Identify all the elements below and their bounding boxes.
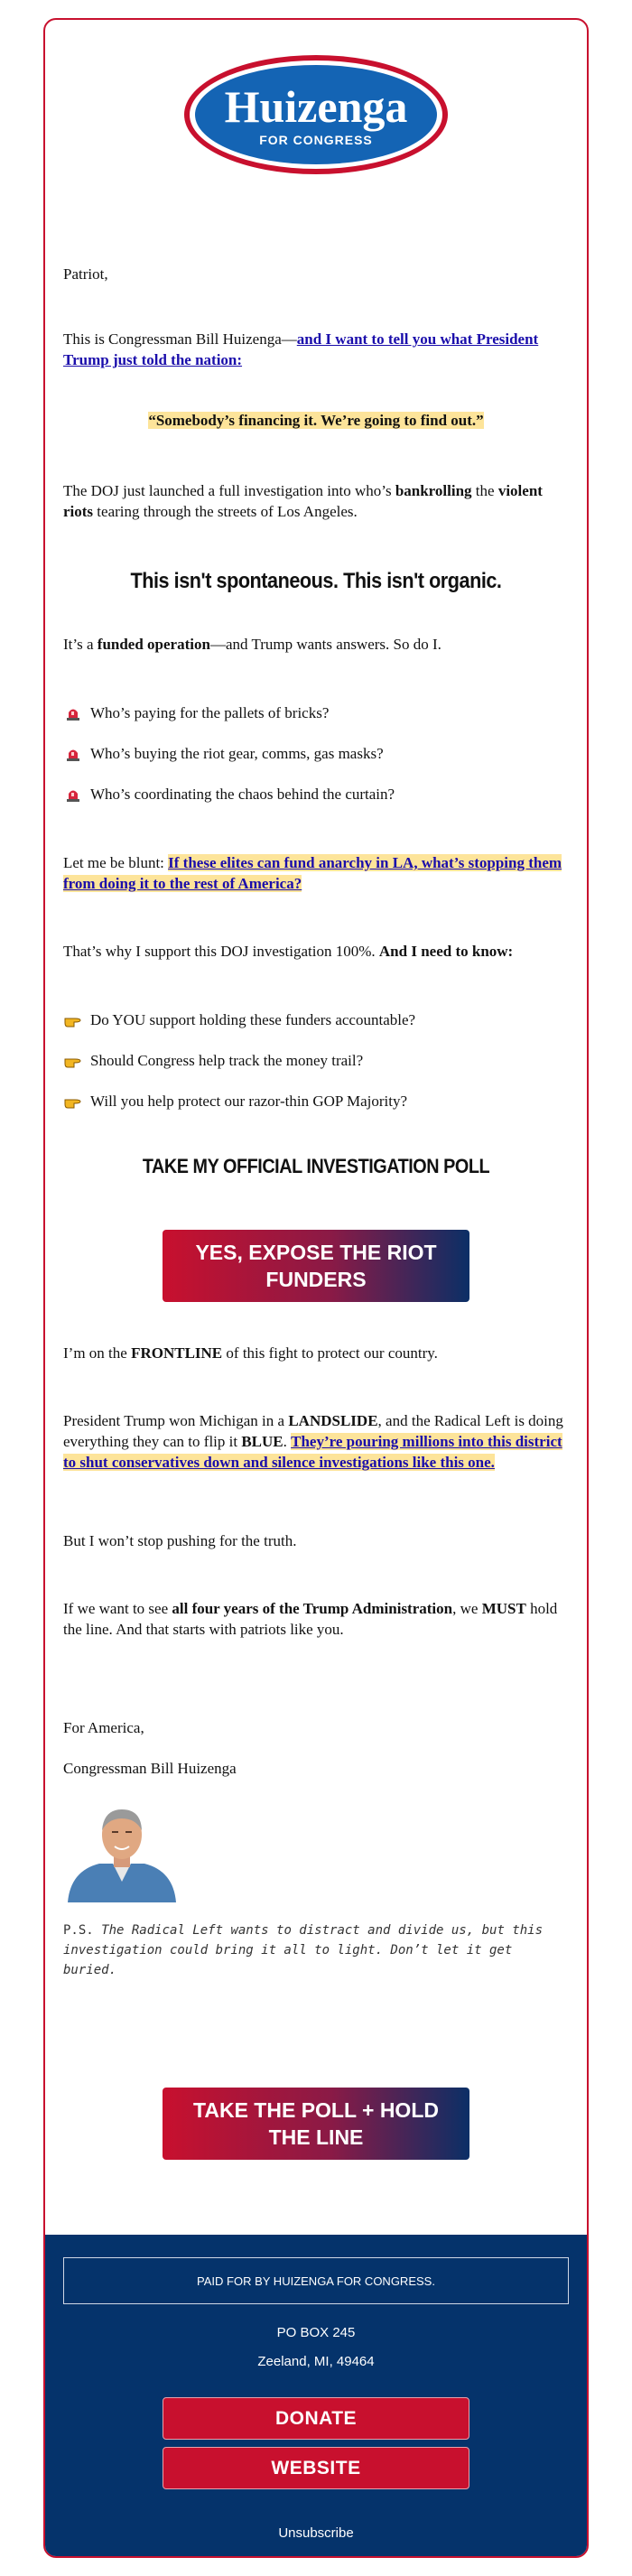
blunt-paragraph <box>63 852 569 894</box>
pointing-hand-icon <box>63 1053 83 1069</box>
intro-text: This is Congressman Bill Huizenga— <box>63 330 297 348</box>
siren-bullet <box>63 743 569 764</box>
funded-text-a: It’s a <box>63 636 98 653</box>
michigan-bold-landslide: LANDSLIDE <box>288 1412 378 1429</box>
michigan-paragraph <box>63 1410 569 1473</box>
doj-text-a: The DOJ just launched a full investigation into who’s <box>63 482 395 499</box>
siren-icon <box>63 705 83 721</box>
siren-icon <box>63 746 83 762</box>
doj-paragraph <box>63 480 569 522</box>
point-bullet <box>63 1050 569 1071</box>
blunt-link[interactable]: If these elites can fund anarchy in LA, what’s stopping them from doing it to the rest of America? <box>63 854 562 892</box>
po-box: PO BOX 245 <box>276 2325 356 2340</box>
doj-text-c: the <box>471 482 498 499</box>
blunt-text: Let me be blunt: <box>63 854 169 871</box>
logo-name: Huizenga <box>224 81 408 132</box>
siren-bullet-text: Who’s coordinating the chaos behind the curtain? <box>90 786 395 803</box>
logo-tagline: FOR CONGRESS <box>259 133 373 147</box>
doj-bold-bankrolling: bankrolling <box>395 482 472 499</box>
ps-note <box>63 1920 569 1980</box>
four-text-e: hold the line. And that starts with patriots like you. <box>63 1600 558 1638</box>
logo[interactable] <box>45 20 587 209</box>
michigan-text-e: . <box>283 1433 292 1450</box>
email-container <box>43 18 589 2558</box>
frontline-bold: FRONTLINE <box>131 1344 223 1362</box>
footer <box>45 2235 587 2558</box>
siren-bullet-text: Who’s paying for the pallets of bricks? <box>90 704 330 721</box>
support-bold: And I need to know: <box>378 943 514 960</box>
city-address: Zeeland, MI, 49464 <box>257 2354 375 2369</box>
signature: Congressman Bill Huizenga <box>63 1760 237 1777</box>
siren-icon <box>63 786 83 803</box>
four-text-a: If we want to see <box>63 1600 172 1617</box>
ps-label: P.S. <box>63 1923 102 1938</box>
funded-bold: funded operation <box>97 636 210 653</box>
intro-link[interactable]: and I want to tell you what President Trump just told the nation: <box>63 330 539 368</box>
take-poll-button[interactable]: TAKE THE POLL + HOLD THE LINE <box>163 2088 469 2160</box>
point-bullet-text: Will you help protect our razor-thin GOP Majority? <box>90 1093 408 1110</box>
donate-button[interactable]: DONATE <box>163 2397 469 2440</box>
point-bullet <box>63 1091 569 1111</box>
greeting: Patriot, <box>63 265 108 283</box>
ps-text: The Radical Left wants to distract and divide us, but this investigation could bring it all to light. Don’t let it get buried. <box>63 1923 544 1977</box>
frontline-paragraph <box>63 1343 569 1363</box>
pointing-hand-icon <box>63 1093 83 1110</box>
point-bullet-text: Should Congress help track the money trail? <box>90 1052 364 1069</box>
siren-bullet <box>63 784 569 804</box>
website-button[interactable]: WEBSITE <box>163 2447 469 2489</box>
huizenga-logo <box>181 51 451 178</box>
michigan-text-a: President Trump won Michigan in a <box>63 1412 289 1429</box>
siren-bullet <box>63 702 569 723</box>
michigan-text-c: , and the Radical Left is doing everything they can to flip it <box>63 1412 563 1450</box>
michigan-link[interactable]: They’re pouring millions into this district to shut conservatives down and silence investigations like this one. <box>63 1433 562 1471</box>
frontline-text-c: of this fight to protect our country. <box>222 1344 438 1362</box>
signoff: For America, <box>63 1719 144 1736</box>
pointing-hand-icon <box>63 1012 83 1028</box>
siren-bullet-text: Who’s buying the riot gear, comms, gas masks? <box>90 745 384 762</box>
support-text: That’s why I support this DOJ investigation 100%. <box>63 943 379 960</box>
candidate-photo <box>63 1799 181 1902</box>
point-bullet <box>63 1009 569 1030</box>
frontline-text-a: I’m on the <box>63 1344 132 1362</box>
four-text-c: , we <box>452 1600 482 1617</box>
four-years-paragraph <box>63 1598 569 1640</box>
michigan-bold-blue: BLUE <box>241 1433 283 1450</box>
doj-text-e: tearing through the streets of Los Angeles. <box>93 503 358 520</box>
support-paragraph <box>63 941 569 962</box>
quote-paragraph <box>63 410 569 431</box>
four-bold-admin: all four years of the Trump Administration <box>172 1600 453 1617</box>
funded-paragraph <box>63 634 569 655</box>
four-bold-must: MUST <box>481 1600 526 1617</box>
unsubscribe-link[interactable]: Unsubscribe <box>278 2525 354 2541</box>
headline: This isn't spontaneous. This isn't organic. <box>130 569 502 593</box>
funded-text-c: —and Trump wants answers. So do I. <box>209 636 441 653</box>
truth-paragraph: But I won’t stop pushing for the truth. <box>63 1532 297 1549</box>
point-bullet-text: Do YOU support holding these funders accountable? <box>90 1011 416 1028</box>
paid-for-notice: PAID FOR BY HUIZENGA FOR CONGRESS. <box>63 2257 569 2304</box>
expose-funders-button[interactable]: YES, EXPOSE THE RIOT FUNDERS <box>163 1230 469 1302</box>
trump-quote: “Somebody’s financing it. We’re going to find out.” <box>148 412 484 429</box>
doj-bold-violent-riots: violent riots <box>63 482 543 520</box>
intro-paragraph <box>63 329 569 370</box>
poll-heading: TAKE MY OFFICIAL INVESTIGATION POLL <box>142 1155 490 1177</box>
